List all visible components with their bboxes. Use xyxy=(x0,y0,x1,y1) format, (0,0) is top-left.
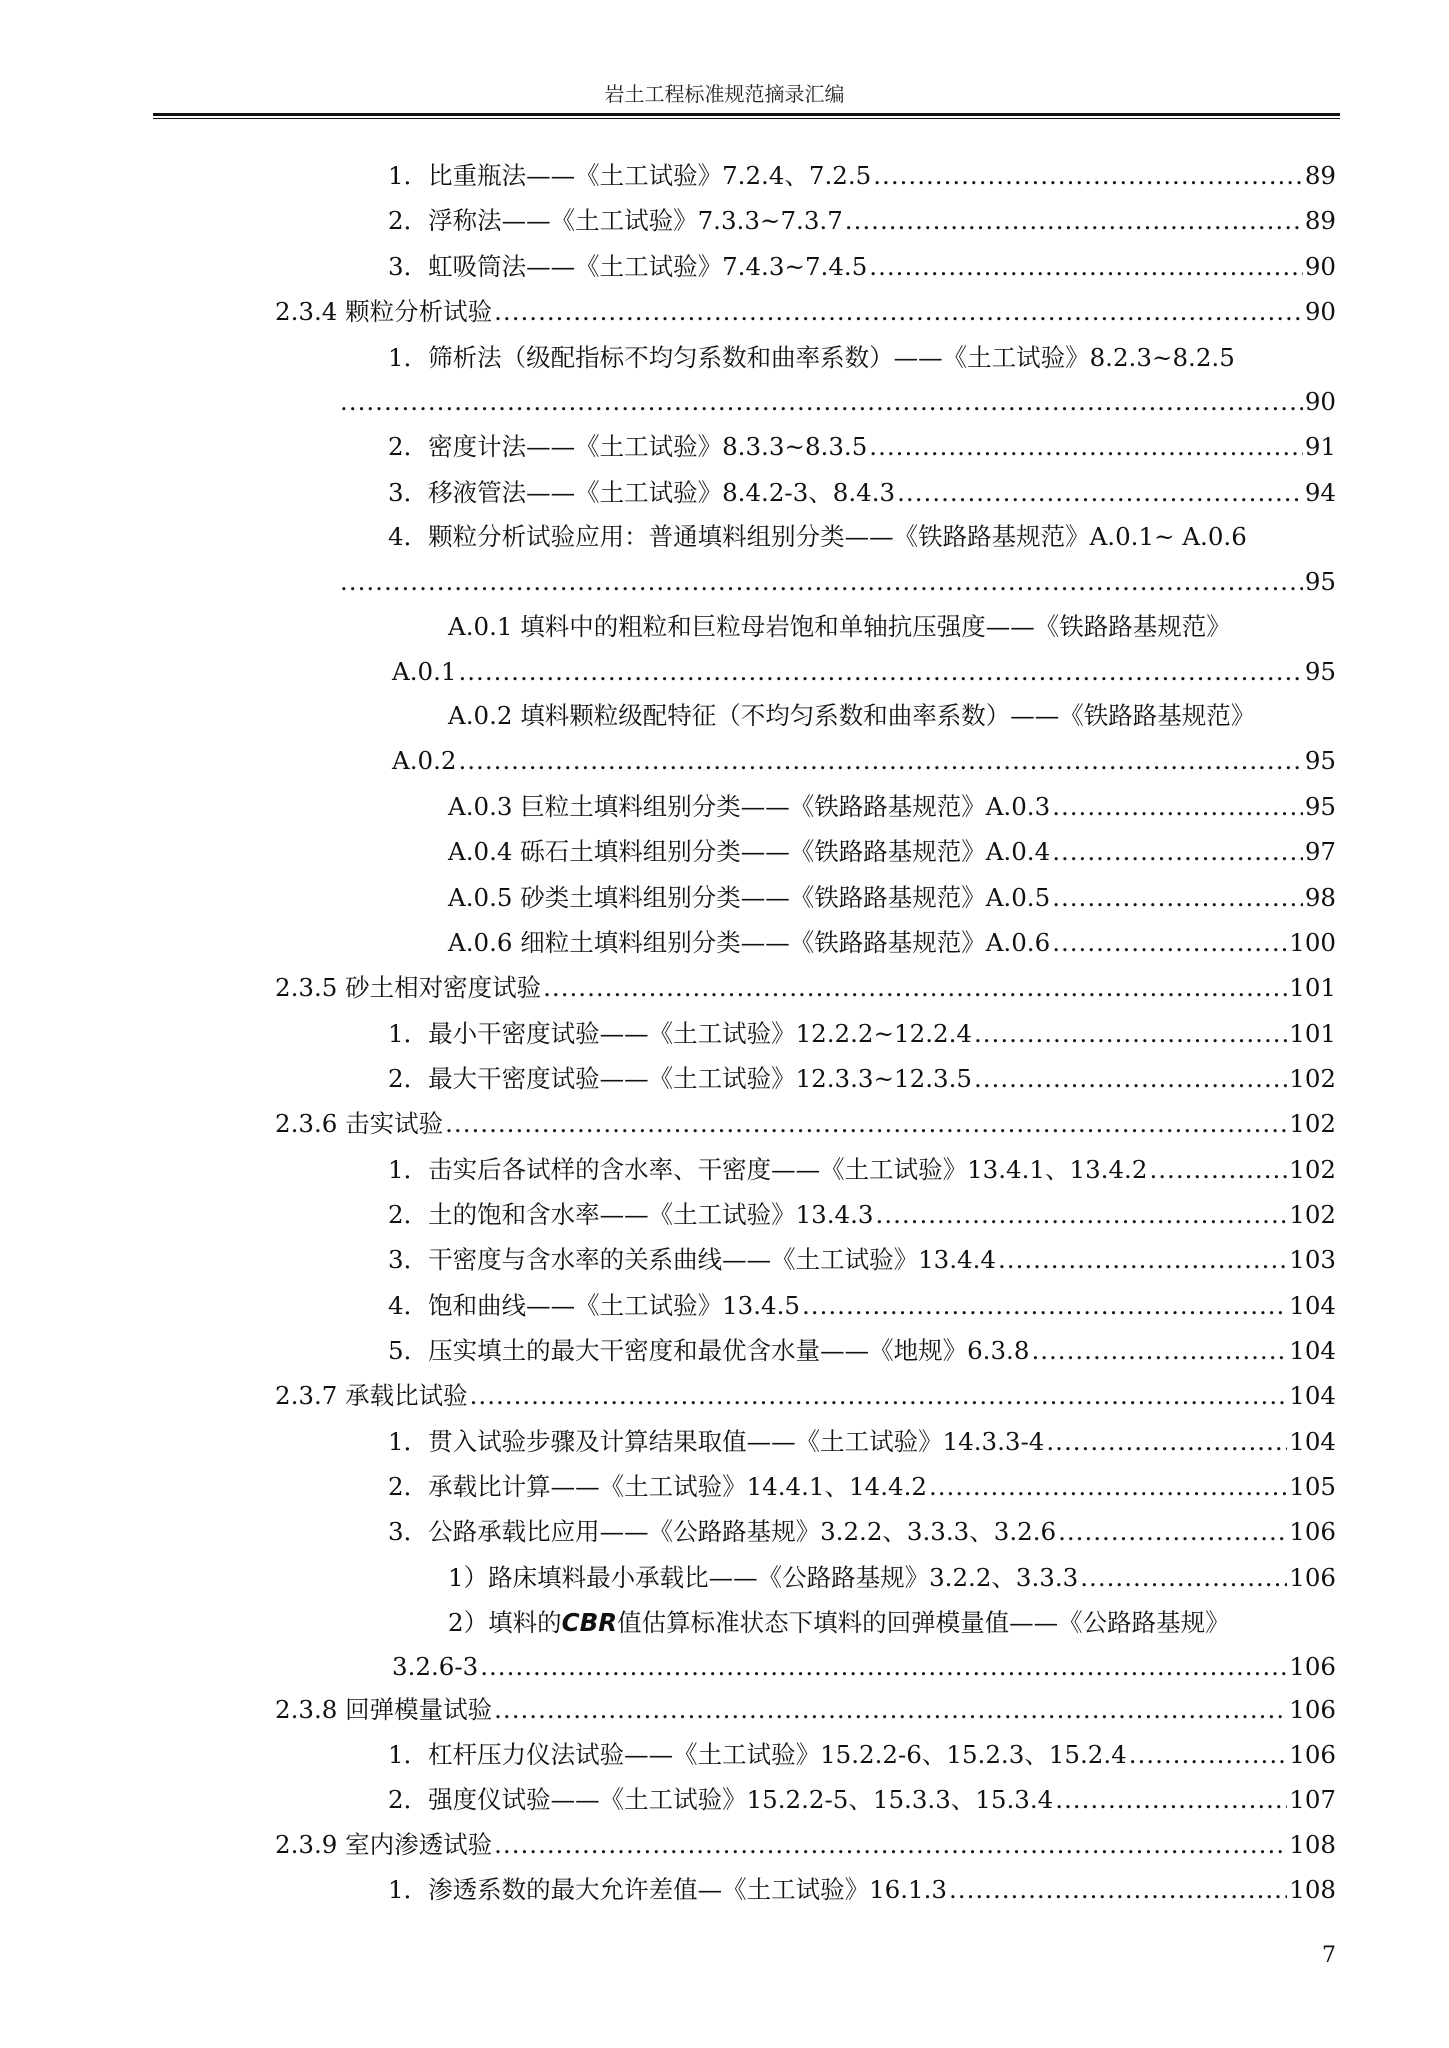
toc-entry-first-line[interactable]: 1．筛析法（级配指标不均匀系数和曲率系数）——《土工试验》8.2.3~8.2.5 xyxy=(388,343,1235,372)
header-rule-thin xyxy=(153,118,1340,119)
toc-section-entry[interactable] xyxy=(275,290,1336,334)
toc-entry-text-post: 值估算标准状态下填料的回弹模量值——《公路路基规》 xyxy=(617,1608,1230,1637)
toc-entry[interactable] xyxy=(388,1420,1336,1464)
toc-section-entry[interactable] xyxy=(275,1102,1336,1146)
toc-page-number: 106 xyxy=(1289,1563,1336,1592)
toc-page-number: 101 xyxy=(1289,1019,1336,1048)
toc-entry-text: 4．饱和曲线——《土工试验》13.4.5 xyxy=(388,1291,801,1320)
toc-page-number: 102 xyxy=(1289,1155,1336,1184)
toc-page-number: 106 xyxy=(1289,1740,1336,1769)
toc-section-entry[interactable] xyxy=(275,1374,1336,1418)
toc-entry-text: A.0.2 xyxy=(392,746,457,775)
toc-leader-dots xyxy=(897,471,1303,515)
toc-entry[interactable] xyxy=(448,1556,1336,1600)
toc-page-number: 97 xyxy=(1304,837,1336,866)
toc-leader-dots xyxy=(869,245,1303,289)
toc-entry-text: 3．干密度与含水率的关系曲线——《土工试验》13.4.4 xyxy=(388,1245,997,1274)
toc-entry-text: A.0.3 巨粒土填料组别分类——《铁路路基规范》A.0.3 xyxy=(448,792,1051,821)
toc-entry-continuation[interactable] xyxy=(392,650,1336,694)
toc-leader-dots xyxy=(494,290,1303,334)
toc-entry[interactable] xyxy=(388,1778,1336,1822)
toc-entry-text: 1．渗透系数的最大允许差值—《土工试验》16.1.3 xyxy=(388,1875,948,1904)
toc-entry-text: A.0.5 砂类土填料组别分类——《铁路路基规范》A.0.5 xyxy=(448,883,1051,912)
toc-page-number: 104 xyxy=(1289,1427,1336,1456)
toc-entry-text: 2.3.9 室内渗透试验 xyxy=(275,1830,493,1859)
toc-entry-continuation[interactable] xyxy=(338,560,1336,604)
toc-entry-text: 3．虹吸筒法——《土工试验》7.4.3~7.4.5 xyxy=(388,252,868,281)
toc-leader-dots xyxy=(458,739,1302,783)
toc-leader-dots xyxy=(1129,1733,1288,1777)
toc-entry[interactable] xyxy=(388,1193,1336,1237)
toc-entry-text: 3.2.6-3 xyxy=(392,1652,479,1681)
toc-section-entry[interactable] xyxy=(275,966,1336,1010)
toc-page-number: 98 xyxy=(1304,883,1336,912)
page-number: 7 xyxy=(1322,1943,1336,1968)
toc-leader-dots xyxy=(869,425,1303,469)
toc-leader-dots xyxy=(494,1823,1287,1867)
toc-entry[interactable] xyxy=(388,1465,1336,1509)
toc-leader-dots xyxy=(1058,1510,1287,1554)
toc-leader-dots xyxy=(974,1012,1287,1056)
toc-entry[interactable] xyxy=(448,830,1336,874)
toc-page-number: 106 xyxy=(1289,1517,1336,1546)
header-rule-thick xyxy=(153,113,1340,116)
toc-leader-dots xyxy=(445,1102,1287,1146)
toc-page-number: 106 xyxy=(1289,1652,1336,1681)
toc-page-number: 95 xyxy=(1304,792,1336,821)
toc-page-number: 89 xyxy=(1304,206,1336,235)
toc-leader-dots xyxy=(1149,1148,1287,1192)
toc-entry-text: 2．强度仪试验——《土工试验》15.2.2-5、15.3.3、15.3.4 xyxy=(388,1785,1054,1814)
toc-leader-dots xyxy=(1052,830,1303,874)
toc-leader-dots xyxy=(845,199,1303,243)
toc-entry-continuation[interactable] xyxy=(392,1645,1336,1689)
toc-entry-text: 1．贯入试验步骤及计算结果取值——《土工试验》14.3.3-4 xyxy=(388,1427,1045,1456)
toc-page-number: 108 xyxy=(1289,1875,1336,1904)
toc-leader-dots xyxy=(929,1465,1287,1509)
toc-page-number: 107 xyxy=(1289,1785,1336,1814)
toc-page-number: 95 xyxy=(1304,746,1336,775)
toc-page-number: 90 xyxy=(1304,252,1336,281)
toc-leader-dots xyxy=(543,966,1287,1010)
toc-leader-dots xyxy=(873,154,1303,198)
cbr-term: CBR xyxy=(561,1608,618,1637)
toc-page-number: 104 xyxy=(1289,1336,1336,1365)
toc-leader-dots xyxy=(998,1238,1287,1282)
toc-entry-continuation[interactable] xyxy=(392,739,1336,783)
toc-entry-first-line[interactable]: A.0.2 填料颗粒级配特征（不均匀系数和曲率系数）——《铁路路基规范》 xyxy=(448,701,1256,730)
toc-entry[interactable] xyxy=(388,1510,1336,1554)
toc-entry-continuation[interactable] xyxy=(338,380,1336,424)
toc-page-number: 91 xyxy=(1304,432,1336,461)
toc-leader-dots xyxy=(458,650,1302,694)
toc-entry-text: A.0.6 细粒土填料组别分类——《铁路路基规范》A.0.6 xyxy=(448,928,1051,957)
toc-page-number: 90 xyxy=(1304,387,1336,416)
toc-entry[interactable] xyxy=(388,1284,1336,1328)
toc-entry-text: 2.3.8 回弹模量试验 xyxy=(275,1695,493,1724)
toc-entry-text: 5．压实填土的最大干密度和最优含水量——《地规》6.3.8 xyxy=(388,1336,1030,1365)
toc-entry-text: A.0.1 xyxy=(392,657,457,686)
toc-leader-dots xyxy=(340,380,1303,424)
toc-entry[interactable] xyxy=(388,199,1336,243)
toc-entry[interactable] xyxy=(448,876,1336,920)
toc-entry[interactable] xyxy=(388,1148,1336,1192)
toc-page-number: 95 xyxy=(1304,657,1336,686)
toc-page-number: 104 xyxy=(1289,1291,1336,1320)
toc-page-number: 108 xyxy=(1289,1830,1336,1859)
toc-leader-dots xyxy=(949,1868,1287,1912)
toc-entry-text: 2.3.4 颗粒分析试验 xyxy=(275,297,493,326)
toc-section-entry[interactable] xyxy=(275,1823,1336,1867)
toc-entry[interactable] xyxy=(388,1329,1336,1373)
toc-page-number: 100 xyxy=(1289,928,1336,957)
toc-leader-dots xyxy=(1055,1778,1287,1822)
toc-page-number: 90 xyxy=(1304,297,1336,326)
toc-entry[interactable] xyxy=(448,785,1336,829)
toc-entry-text: 2．土的饱和含水率——《土工试验》13.4.3 xyxy=(388,1200,874,1229)
toc-page-number: 102 xyxy=(1289,1200,1336,1229)
toc-page-number: 103 xyxy=(1289,1245,1336,1274)
toc-page-number: 105 xyxy=(1289,1472,1336,1501)
toc-leader-dots xyxy=(470,1374,1288,1418)
toc-page-number: 106 xyxy=(1289,1695,1336,1724)
toc-leader-dots xyxy=(1052,876,1303,920)
toc-leader-dots xyxy=(494,1688,1287,1732)
toc-entry[interactable] xyxy=(388,425,1336,469)
toc-page-number: 104 xyxy=(1289,1381,1336,1410)
toc-entry-text: 1．比重瓶法——《土工试验》7.2.4、7.2.5 xyxy=(388,161,872,190)
toc-section-entry[interactable] xyxy=(275,1688,1336,1732)
toc-page-number: 102 xyxy=(1289,1064,1336,1093)
toc-entry-text: 2.3.5 砂土相对密度试验 xyxy=(275,973,542,1002)
toc-entry-first-line[interactable]: 4．颗粒分析试验应用：普通填料组别分类——《铁路路基规范》A.0.1~ A.0.6 xyxy=(388,522,1247,551)
toc-leader-dots xyxy=(1031,1329,1287,1373)
toc-entry-text: A.0.4 砾石土填料组别分类——《铁路路基规范》A.0.4 xyxy=(448,837,1051,866)
toc-page-number: 102 xyxy=(1289,1109,1336,1138)
toc-entry[interactable] xyxy=(388,1057,1336,1101)
running-header: 岩土工程标准规范摘录汇编 xyxy=(604,82,845,106)
toc-entry-text: 3．移液管法——《土工试验》8.4.2-3、8.4.3 xyxy=(388,478,896,507)
toc-leader-dots xyxy=(876,1193,1288,1237)
toc-entry-text: 1）路床填料最小承载比——《公路路基规》3.2.2、3.3.3 xyxy=(448,1563,1079,1592)
toc-entry-text: 1．杠杆压力仪法试验——《土工试验》15.2.2-6、15.2.3、15.2.4 xyxy=(388,1740,1127,1769)
toc-page-number: 95 xyxy=(1304,567,1336,596)
toc-entry-text: 2．最大干密度试验——《土工试验》12.3.3~12.3.5 xyxy=(388,1064,972,1093)
toc-entry-first-line[interactable] xyxy=(448,1601,1230,1645)
toc-entry-text-pre: 2）填料的 xyxy=(448,1608,562,1637)
toc-leader-dots xyxy=(802,1284,1287,1328)
toc-entry-text: 1．最小干密度试验——《土工试验》12.2.2~12.2.4 xyxy=(388,1019,972,1048)
toc-entry-text: 2．密度计法——《土工试验》8.3.3~8.3.5 xyxy=(388,432,868,461)
toc-page-number: 94 xyxy=(1304,478,1336,507)
toc-leader-dots xyxy=(1052,785,1303,829)
toc-leader-dots xyxy=(974,1057,1287,1101)
toc-entry-text: 1．击实后各试样的含水率、干密度——《土工试验》13.4.1、13.4.2 xyxy=(388,1155,1148,1184)
toc-leader-dots xyxy=(1046,1420,1287,1464)
toc-page-number: 89 xyxy=(1304,161,1336,190)
toc-leader-dots xyxy=(1052,921,1287,965)
toc-entry-first-line[interactable]: A.0.1 填料中的粗粒和巨粒母岩饱和单轴抗压强度——《铁路路基规范》 xyxy=(448,612,1231,641)
toc-leader-dots xyxy=(340,560,1303,604)
toc-entry[interactable] xyxy=(388,154,1336,198)
toc-leader-dots xyxy=(1080,1556,1287,1600)
toc-entry[interactable] xyxy=(388,1733,1336,1777)
toc-entry-text: 2.3.6 击实试验 xyxy=(275,1109,444,1138)
toc-entry-text: 2．浮称法——《土工试验》7.3.3~7.3.7 xyxy=(388,206,843,235)
toc-entry-text: 2.3.7 承载比试验 xyxy=(275,1381,468,1410)
toc-entry-text: 2．承载比计算——《土工试验》14.4.1、14.4.2 xyxy=(388,1472,927,1501)
toc-leader-dots xyxy=(480,1645,1287,1689)
toc-entry[interactable] xyxy=(388,1868,1336,1912)
toc-entry[interactable] xyxy=(388,245,1336,289)
toc-entry[interactable] xyxy=(388,471,1336,515)
toc-entry-text: 3．公路承载比应用——《公路路基规》3.2.2、3.3.3、3.2.6 xyxy=(388,1517,1057,1546)
toc-entry[interactable] xyxy=(448,921,1336,965)
toc-entry[interactable] xyxy=(388,1238,1336,1282)
toc-page-number: 101 xyxy=(1289,973,1336,1002)
toc-entry[interactable] xyxy=(388,1012,1336,1056)
